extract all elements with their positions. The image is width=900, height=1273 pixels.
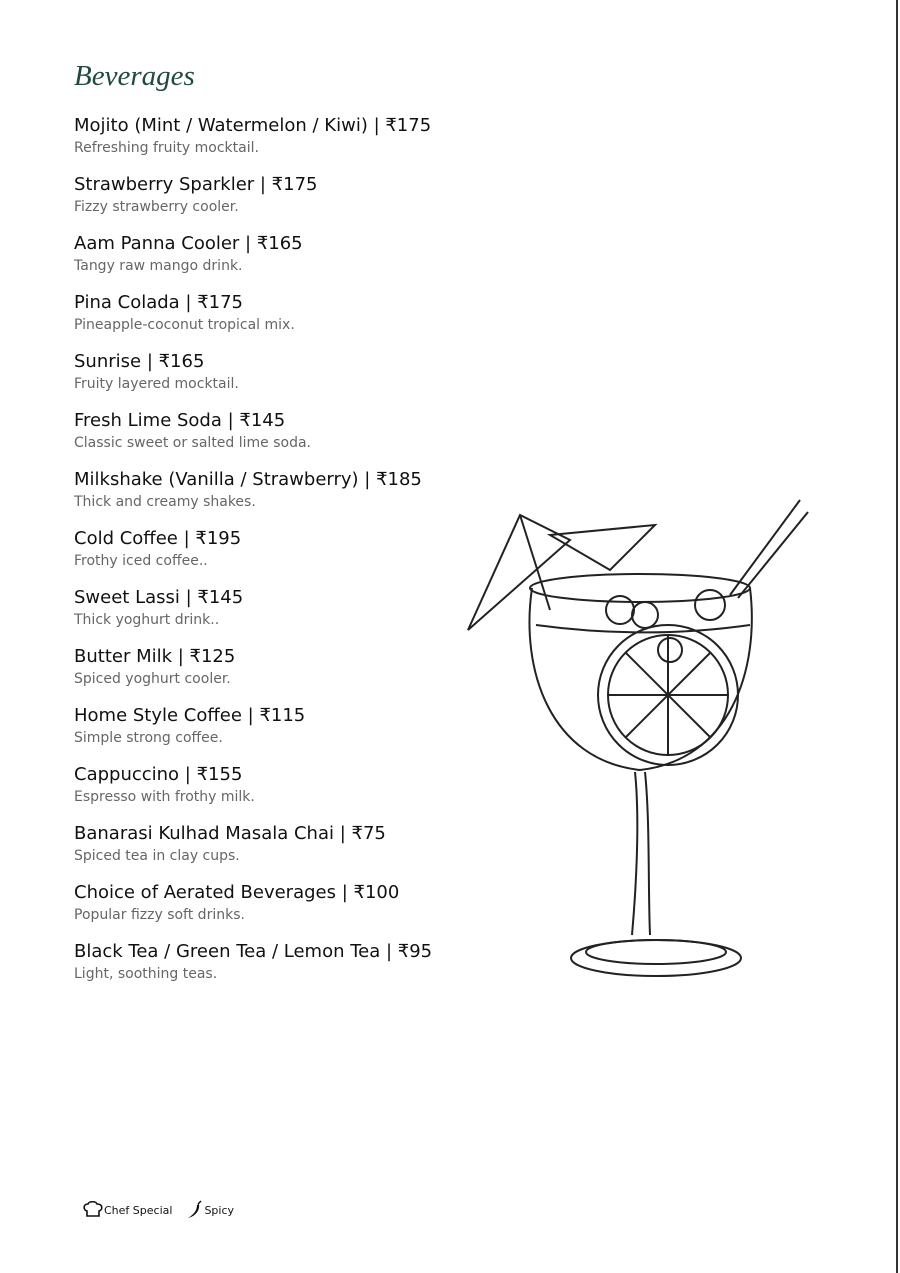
legend	[82, 1200, 248, 1220]
menu-item	[74, 645, 432, 704]
chili-icon	[186, 1200, 204, 1220]
menu-list	[74, 114, 432, 999]
menu-item	[74, 704, 432, 763]
item-name: Fresh Lime Soda | ₹145	[74, 410, 286, 431]
item-description: Fizzy strawberry cooler.	[74, 199, 239, 215]
item-description: Tangy raw mango drink.	[74, 258, 243, 274]
item-name: Strawberry Sparkler | ₹175	[74, 174, 318, 195]
item-name: Pina Colada | ₹175	[74, 292, 244, 313]
item-description: Frothy iced coffee..	[74, 553, 208, 569]
item-description: Fruity layered mocktail.	[74, 376, 239, 392]
menu-item	[74, 468, 432, 527]
item-name: Home Style Coffee | ₹115	[74, 705, 306, 726]
item-name: Sweet Lassi | ₹145	[74, 587, 244, 608]
chef-hat-icon	[82, 1200, 104, 1220]
item-description: Thick yoghurt drink..	[74, 612, 220, 628]
item-name: Banarasi Kulhad Masala Chai | ₹75	[74, 823, 386, 844]
item-description: Classic sweet or salted lime soda.	[74, 435, 312, 451]
item-description: Spiced tea in clay cups.	[74, 848, 240, 864]
menu-item	[74, 527, 432, 586]
menu-item	[74, 350, 432, 409]
item-description: Popular fizzy soft drinks.	[74, 907, 245, 923]
menu-item	[74, 763, 432, 822]
legend-chef-special: Chef Special	[104, 1203, 173, 1217]
menu-item	[74, 409, 432, 468]
item-description: Simple strong coffee.	[74, 730, 223, 746]
item-description: Pineapple-coconut tropical mix.	[74, 317, 295, 333]
item-description: Spiced yoghurt cooler.	[74, 671, 231, 687]
item-name: Black Tea / Green Tea / Lemon Tea | ₹95	[74, 941, 433, 962]
item-name: Aam Panna Cooler | ₹165	[74, 233, 303, 254]
item-description: Thick and creamy shakes.	[74, 494, 256, 510]
cocktail-glass-illustration	[460, 490, 820, 990]
menu-item	[74, 114, 432, 173]
item-name: Milkshake (Vanilla / Strawberry) | ₹185	[74, 469, 422, 490]
item-description: Refreshing fruity mocktail.	[74, 140, 259, 156]
item-name: Cold Coffee | ₹195	[74, 528, 242, 549]
item-name: Mojito (Mint / Watermelon / Kiwi) | ₹175	[74, 115, 432, 136]
menu-item	[74, 173, 432, 232]
item-name: Butter Milk | ₹125	[74, 646, 236, 667]
menu-item	[74, 232, 432, 291]
item-description: Light, soothing teas.	[74, 966, 218, 982]
legend-spicy: Spicy	[204, 1203, 235, 1217]
menu-item	[74, 291, 432, 350]
item-name: Choice of Aerated Beverages | ₹100	[74, 882, 400, 903]
menu-item	[74, 940, 432, 999]
menu-item	[74, 822, 432, 881]
menu-item	[74, 881, 432, 940]
item-description: Espresso with frothy milk.	[74, 789, 255, 805]
item-name: Cappuccino | ₹155	[74, 764, 243, 785]
menu-item	[74, 586, 432, 645]
item-name: Sunrise | ₹165	[74, 351, 205, 372]
section-title: Beverages	[74, 60, 195, 92]
page-edge-line	[896, 0, 898, 1273]
